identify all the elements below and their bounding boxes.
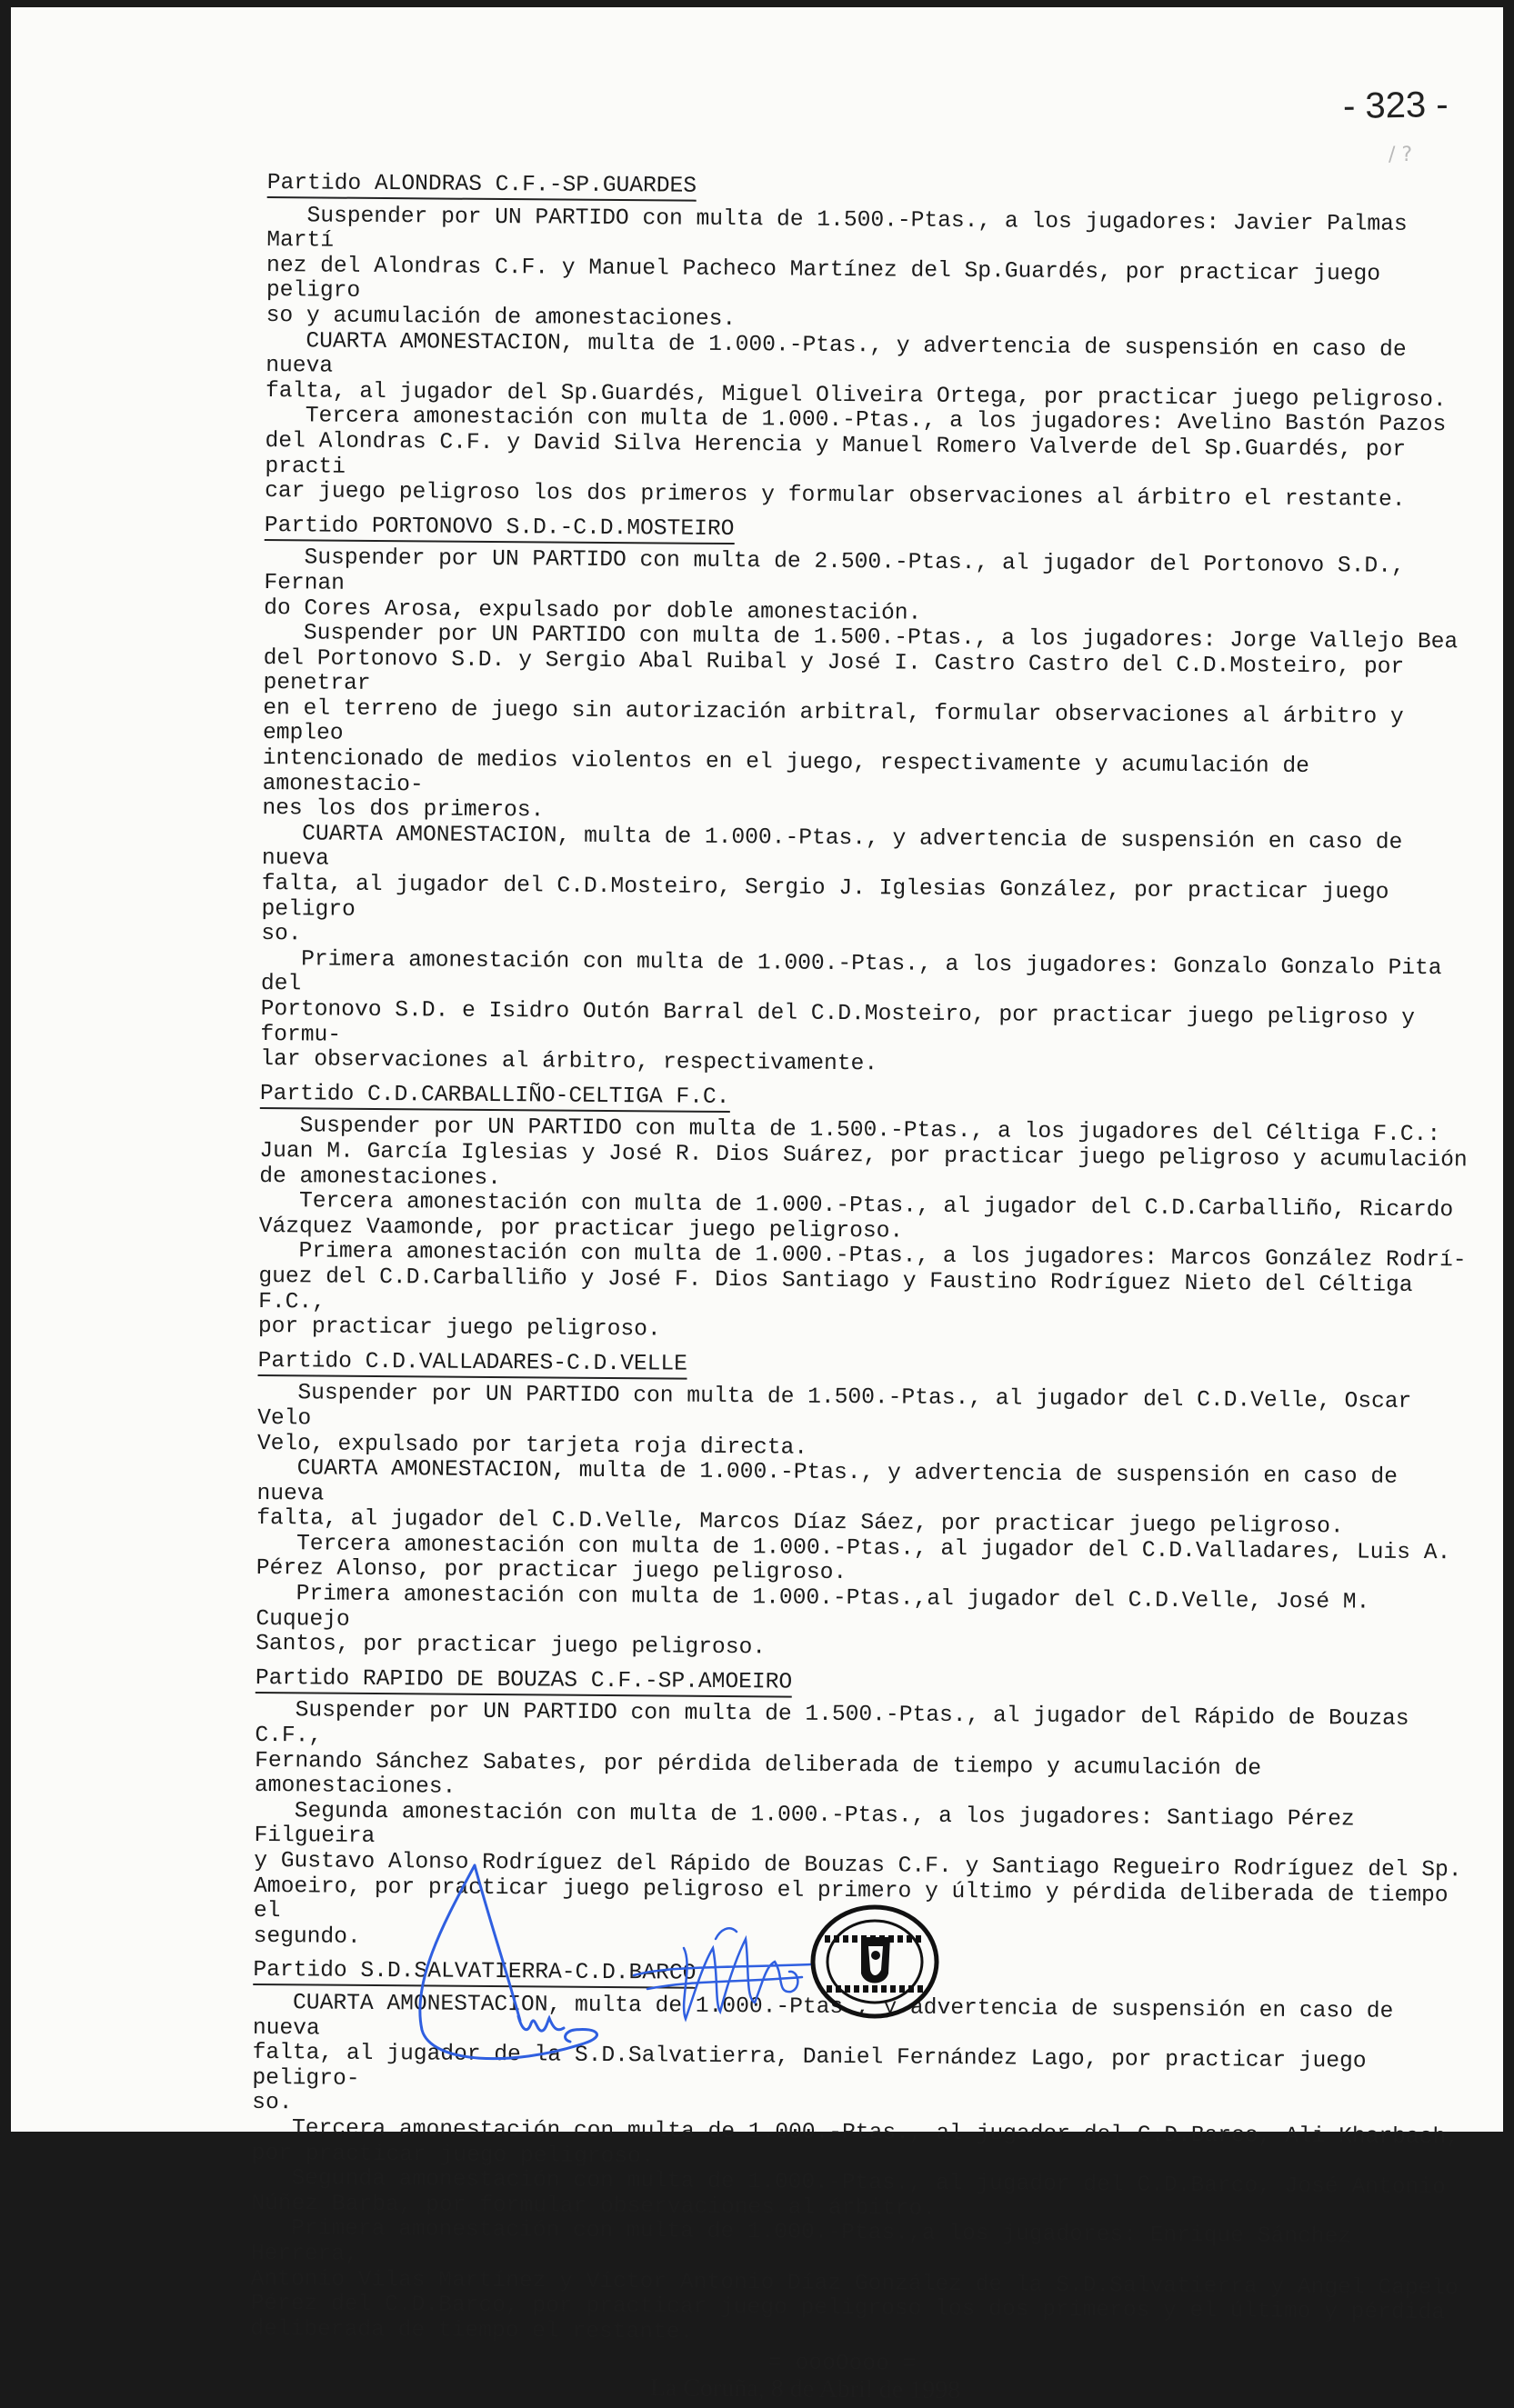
match-title: Partido ALONDRAS C.F.-SP.GUARDES xyxy=(267,171,1486,205)
closing-separator: = oooOooo = xyxy=(767,2351,917,2377)
sanction-paragraph: Suspender por UN PARTIDO con multa de 1.500.-Ptas., al jugador del C.D.Velle, Oscar Velo Velo, expulsado por tarjeta roja directa. xyxy=(256,1381,1412,1461)
sanction-paragraph: Suspender por UN PARTIDO con multa de 1.500.-Ptas., a los jugadores: Javier Palmas Martí nez del Alondras C.F. y Manuel Pacheco Martínez del Sp.Guardés, por practicar juego peligro so y acumulación de amonestaciones. xyxy=(266,203,1408,333)
sanction-paragraph: Tercera amonestación con multa de 1.000.-Ptas., al jugador del C.D.Valladares, Luis A. Pérez Alonso, por practicar juego peligroso. xyxy=(256,1532,1451,1586)
match-title: Partido PORTONOVO S.D.-C.D.MOSTEIRO xyxy=(265,514,1483,548)
signature-icon xyxy=(629,1912,820,2030)
page-number: - 323 - xyxy=(1342,84,1449,127)
sanction-paragraph: CUARTA AMONESTACION, multa de 1.000.-Ptas., y advertencia de suspensión en caso de nueva falta, al jugador del Sp.Guardés, Miguel Oliveira Ortega, por practicar juego peligroso. xyxy=(265,328,1447,413)
match-section xyxy=(256,1349,1477,1667)
match-section xyxy=(265,171,1486,514)
sanction-paragraph: Segunda amonestación con multa de 1.000.-Ptas., al jugador del C.D.Barco, José Antonio Núñez Barba, por formular observaciones al árbitro. xyxy=(251,2166,1446,2222)
sanction-paragraph: Segunda amonestación con multa de 1.000.-Ptas., a los jugadores: Santiago Pérez Filgueira y Gustavo Alonso Rodríguez del Rápido de Bouzas C.F. y Santiago Regueiro Rodríguez del Sp. Amoeiro, por practicar juego peligroso el primero y último y pérdida deliberada de tiempo el segundo. xyxy=(253,1799,1462,1950)
sanction-paragraph: Suspender por UN PARTIDO con multa de 1.500.-Ptas., a los jugadores del Céltiga F.C.: Juan M. García Iglesias y José R. Dios Suárez, por practicar juego peligroso y acumulación de amonestaciones. xyxy=(259,1114,1468,1191)
match-title: Partido C.D.CARBALLIÑO-CELTIGA F.C. xyxy=(260,1082,1479,1116)
sanction-paragraph: Tercera amonestación con multa de 1.000.-Ptas., al jugador del C.D.Carballiño, Ricardo Vázquez Vaamonde, por practicar juego peligroso. xyxy=(258,1189,1454,1244)
document-page xyxy=(11,7,1503,2404)
match-title: Partido RAPIDO DE BOUZAS C.F.-SP.AMOEIRO xyxy=(256,1666,1474,1701)
sanction-paragraph: CUARTA AMONESTACION, multa de 1.000.-Ptas., y advertencia de suspensión en caso de nueva falta, al jugador del C.D.Mosteiro, Sergio J. Iglesias González, por practicar juego peligro so. xyxy=(261,822,1403,947)
sanction-paragraph: Tercera amonestación con multa de 1.000.-Ptas., a los jugadores: Avelino Bastón Pazos del Alondras C.F. y David Silva Herencia y Manuel Romero Valverde del Sp.Guardés, por practi car juego peligroso los dos primeros y formular observaciones al árbitro el restante. xyxy=(265,404,1447,513)
sanction-paragraph: Suspender por UN PARTIDO con multa de 1.500.-Ptas., al jugador del Rápido de Bouzas C.F., Fernando Sánchez Sabates, por pérdida deliberada de tiempo y acumulación de amonestaciones. xyxy=(254,1698,1409,1800)
match-title: Partido C.D.VALLADARES-C.D.VELLE xyxy=(258,1349,1477,1384)
sanction-paragraph: Primera amonestación con multa de 1.000.-Ptas.,a los jugadores: Enrique Sánchez Herrera, Antonio Vilas Martínez y Víctor Antonio Díaz González de la S.D.Salvatierra y Angel Capelo Pérez del C.D.Barco, por practicar juego peligroso los dos primeros y el último y pérdida deliberada de tiempo el restante. xyxy=(250,2216,1459,2345)
signature-icon xyxy=(411,1862,657,2071)
sanction-paragraph: Suspender por UN PARTIDO con multa de 1.500.-Ptas., a los jugadores: Jorge Vallejo Bea del Portonovo S.D. y Sergio Abal Ruibal y José I. Castro Castro del C.D.Mosteiro, por penetrar en el terreno de juego sin autorización arbitral, formular observaciones al árbitro y empleo intencionado de medios violentos en el juego, respectivamente y acumulación de amonestacio- nes los dos primeros. xyxy=(262,621,1459,824)
sanction-paragraph: Suspender por UN PARTIDO con multa de 2.500.-Ptas., al jugador del Portonovo S.D., Fernan do Cores Arosa, expulsado por doble amonestación. xyxy=(264,545,1405,626)
match-title: Partido S.D.SALVATIERRA-C.D.BARCO xyxy=(253,1958,1471,1993)
federation-stamp-icon xyxy=(807,1903,943,2021)
pencil-mark: / ? xyxy=(1389,144,1413,166)
sanction-paragraph: CUARTA AMONESTACION, multa de 1.000.-Ptas., y advertencia de suspensión en caso de nueva falta, al jugador del C.D.Velle, Marcos Díaz Sáez, por practicar juego peligroso. xyxy=(256,1456,1398,1540)
sanction-paragraph: Primera amonestación con multa de 1.000.-Ptas., a los jugadores: Marcos González Rodrí- guez del C.D.Carballiño y José F. Dios Santiago y Faustino Rodríguez Nieto del Céltiga F.C., por practicar juego peligroso. xyxy=(257,1239,1467,1343)
sanction-paragraph: CUARTA AMONESTACION, multa de 1.000.-Ptas., y advertencia de suspensión en caso de nueva falta, al jugador de la S.D.Salvatierra, Daniel Fernández Lago, por practicar juego peligro- so. xyxy=(252,1991,1394,2116)
match-section xyxy=(258,1082,1479,1349)
match-section xyxy=(260,514,1483,1083)
date-line: La Coruña, 8 de Abril de 1998 xyxy=(649,2373,961,2404)
sanction-paragraph: Tercera amonestación con multa de 1.000.-Ptas., al jugador del C.D.Barco, Ali Kharbach, por practicar juego peligroso. xyxy=(251,2116,1460,2169)
sanction-paragraph: Primera amonestación con multa de 1.000.-Ptas.,al jugador del C.D.Velle, José M. Cuquejo Santos, por practicar juego peligroso. xyxy=(256,1582,1370,1661)
sanction-paragraph: Primera amonestación con multa de 1.000.-Ptas., a los jugadores: Gonzalo Gonzalo Pita del Portonovo S.D. e Isidro Outón Barral del C.D.Mosteiro, por practicar juego peligroso y formu- lar observaciones al árbitro, respectivamente. xyxy=(260,947,1442,1077)
